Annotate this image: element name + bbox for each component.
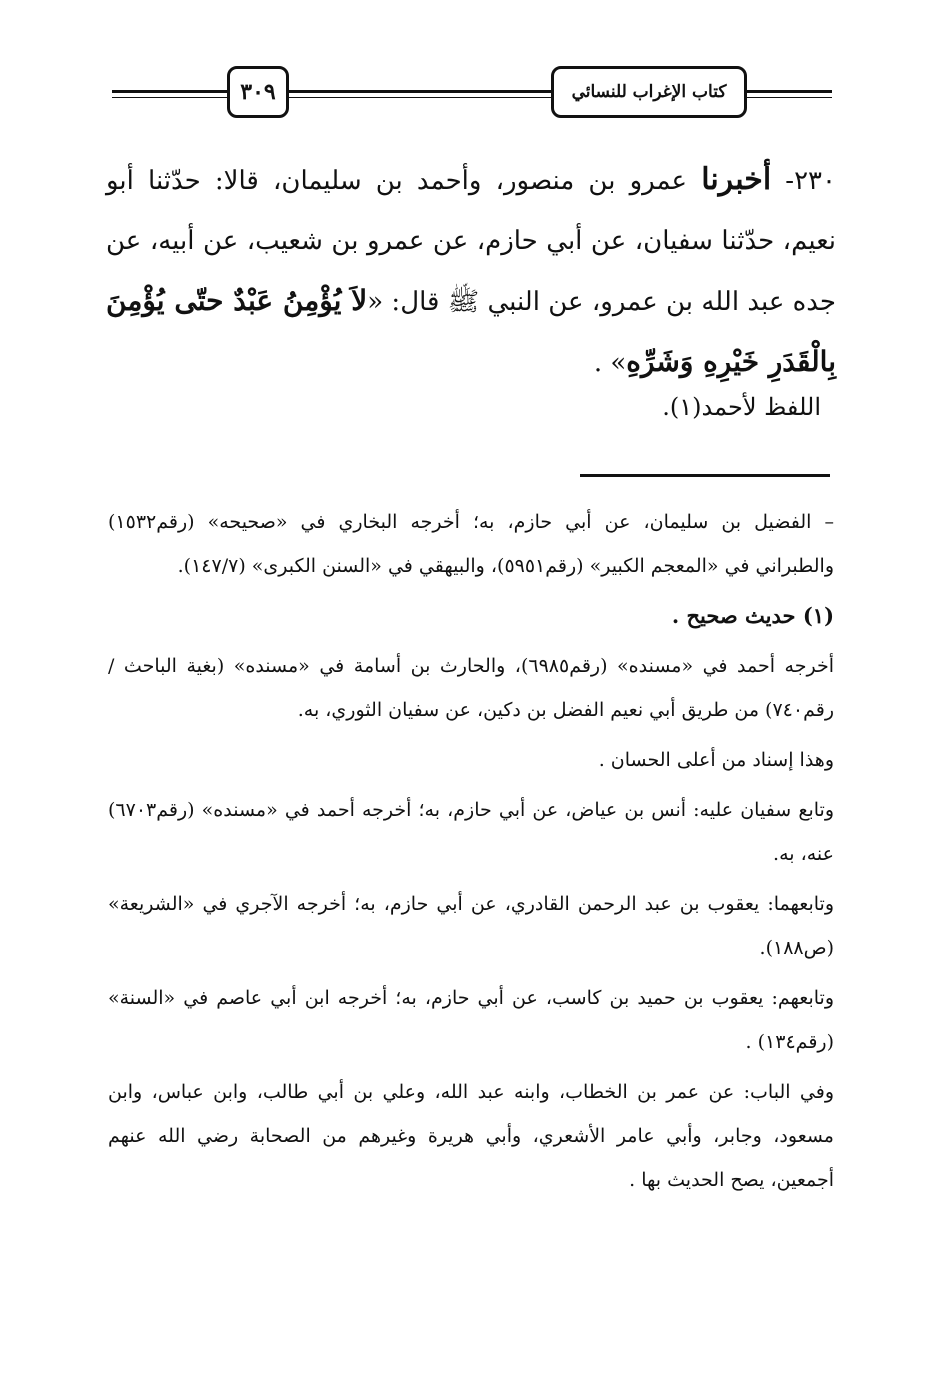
footnote-paragraph: وهذا إسناد من أعلى الحسان . — [598, 749, 834, 771]
footnote-paragraph: أخرجه أحمد في «مسنده» (رقم٦٩٨٥)، والحارث بن أسامة في «مسنده» (بغية الباحث /رقم٧٤٠) من طريق أبي نعيم الفضل بن دكين، عن سفيان الثوري، به. — [108, 655, 834, 721]
footnote-continuation: – الفضيل بن سليمان، عن أبي حازم، به؛ أخرجه البخاري في «صحيحه» (رقم١٥٣٢) والطبراني في «المعجم الكبير» (رقم٥٩٥١)، والبيهقي في «السنن الكبرى» (١٤٧/٧). — [108, 511, 834, 577]
footnote-separator — [580, 474, 830, 477]
footnotes — [108, 500, 834, 1208]
header-rule-left-thin — [112, 97, 227, 98]
footnote-paragraph: وتابعهم: يعقوب بن حميد بن كاسب، عن أبي حازم، به؛ أخرجه ابن أبي عاصم في «السنة» (رقم١٣٤) . — [108, 987, 834, 1053]
running-header — [112, 66, 832, 126]
footnote-grade: (١) حديث صحيح . — [671, 603, 834, 628]
header-rule-right — [747, 90, 832, 93]
footnote-paragraph: وفي الباب: عن عمر بن الخطاب، وابنه عبد الله، وعلي بن أبي طالب، وابن عباس، وابن مسعود، وجابر، وأبي عامر الأشعري، وأبي هريرة وغيرهم من الصحابة رضي الله عنهم أجمعين، يصح الحديث بها . — [108, 1081, 834, 1191]
footnote-paragraph: وتابعهما: يعقوب بن عبد الرحمن القادري، عن أبي حازم، به؛ أخرجه الآجري في «الشريعة» (ص١٨٨). — [108, 893, 834, 959]
hadith-paragraph — [106, 150, 836, 393]
hadith-text — [106, 150, 836, 393]
header-rule-right-thin — [747, 97, 832, 98]
hadith-matn: لاَ يُؤْمِنُ عَبْدٌ حتّى يُؤْمِنَ بِالْقَدَرِ خَيْرِهِ وَشَرِّهِ — [106, 284, 836, 378]
book-title: كتاب الإغراب للنسائي — [551, 66, 747, 118]
footnote-paragraph: وتابع سفيان عليه: أنس بن عياض، عن أبي حازم، به؛ أخرجه أحمد في «مسنده» (رقم٦٧٠٣) عنه، به. — [108, 799, 834, 865]
header-rule-left — [112, 90, 227, 93]
wording-note: اللفظ لأحمد(١). — [662, 393, 821, 421]
header-rule-middle-thin — [289, 97, 551, 98]
page-number: ٣٠٩ — [227, 66, 289, 118]
hadith-closing: » . — [593, 348, 627, 378]
hadith-number: ٢٣٠- — [771, 166, 836, 196]
header-rule-middle — [289, 90, 551, 93]
hadith-chain: عمرو بن منصور، وأحمد بن سليمان، قالا: حدّثنا أبو نعيم، حدّثنا سفيان، عن أبي حازم، عن عمرو بن شعيب، عن أبيه، عن جده عبد الله بن عمرو، عن النبي ﷺ قال: « — [106, 166, 836, 317]
hadith-lead-word: أخبرنا — [701, 162, 772, 197]
